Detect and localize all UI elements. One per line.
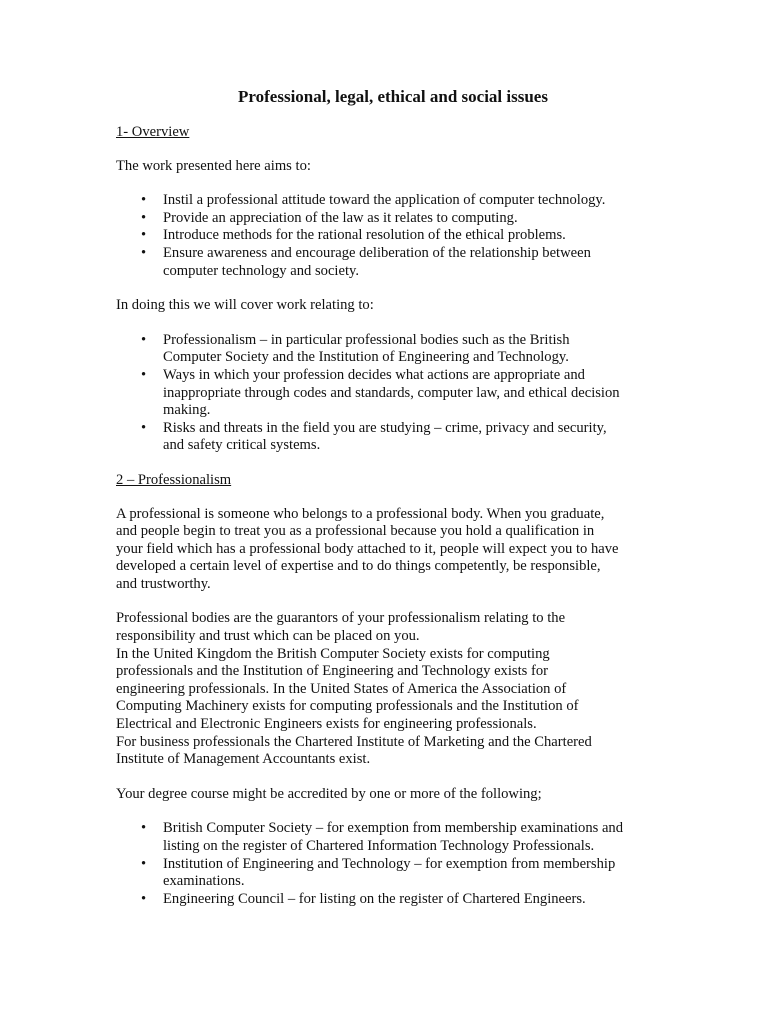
bullet-icon: • — [141, 366, 147, 383]
aims-list — [116, 192, 656, 280]
paragraph-line: In the United Kingdom the British Computer Society exists for computing — [116, 645, 550, 662]
list-item — [116, 856, 656, 891]
list-item-line: Institution of Engineering and Technology – for exemption from membership — [163, 855, 616, 872]
list-item — [116, 367, 656, 420]
paragraph-line: developed a certain level of expertise and to do things competently, be responsible, — [116, 558, 601, 575]
list-item-line: Professionalism – in particular professional bodies such as the British — [163, 331, 570, 348]
list-item-line: Ways in which your profession decides what actions are appropriate and — [163, 366, 585, 383]
list-item — [116, 420, 656, 455]
list-item-line: and safety critical systems. — [163, 437, 321, 454]
list-item-line: examinations. — [163, 873, 245, 890]
professional-bodies-paragraph — [116, 610, 656, 768]
list-item-line: making. — [163, 402, 211, 419]
bullet-icon: • — [141, 855, 147, 872]
list-item — [116, 227, 656, 245]
professional-definition-paragraph — [116, 506, 656, 594]
bullet-icon: • — [141, 419, 147, 436]
bullet-icon: • — [141, 227, 147, 244]
paragraph-line: your field which has a professional body attached to it, people will expect you to have — [116, 540, 619, 557]
list-item-line: Ensure awareness and encourage deliberation of the relationship between — [163, 244, 591, 261]
list-item-line: Computer Society and the Institution of Engineering and Technology. — [163, 349, 569, 366]
list-item-line: computer technology and society. — [163, 262, 360, 279]
bullet-icon: • — [141, 209, 147, 226]
bullet-icon: • — [141, 890, 147, 907]
list-item — [116, 210, 656, 228]
paragraph-line: A professional is someone who belongs to a professional body. When you graduate, — [116, 505, 605, 522]
paragraph-line: and trustworthy. — [116, 575, 211, 592]
list-item — [116, 891, 656, 909]
paragraph-line: professionals and the Institution of Engineering and Technology exists for — [116, 663, 548, 680]
list-item-line: listing on the register of Chartered Information Technology Professionals. — [163, 838, 595, 854]
bullet-icon: • — [141, 820, 147, 837]
list-item-line: Introduce methods for the rational resolution of the ethical problems. — [163, 227, 566, 244]
list-item — [116, 820, 656, 855]
list-item — [116, 332, 656, 367]
paragraph-line: responsibility and trust which can be placed on you. — [116, 628, 420, 645]
document-title: Professional, legal, ethical and social issues — [238, 87, 548, 106]
list-item-line: Provide an appreciation of the law as it relates to computing. — [163, 209, 518, 226]
accreditation-list — [116, 820, 656, 908]
cover-intro: In doing this we will cover work relating to: — [116, 297, 374, 314]
document-page — [116, 86, 656, 925]
paragraph-line: Computing Machinery exists for computing professionals and the Institution of — [116, 698, 579, 715]
bullet-icon: • — [141, 331, 147, 348]
cover-list — [116, 332, 656, 455]
accreditation-intro: Your degree course might be accredited by one or more of the following; — [116, 785, 542, 802]
paragraph-line: engineering professionals. In the United States of America the Association of — [116, 680, 567, 697]
bullet-icon: • — [141, 192, 147, 209]
paragraph-line: Electrical and Electronic Engineers exists for engineering professionals. — [116, 716, 537, 733]
section-heading-overview: 1- Overview — [116, 124, 190, 140]
list-item-line: inappropriate through codes and standards, computer law, and ethical decision — [163, 384, 620, 401]
list-item-line: Instil a professional attitude toward the application of computer technology. — [163, 192, 606, 209]
overview-intro: The work presented here aims to: — [116, 157, 311, 174]
list-item-line: British Computer Society – for exemption from membership examinations and — [163, 820, 624, 837]
bullet-icon: • — [141, 244, 147, 261]
list-item-line: Risks and threats in the field you are studying – crime, privacy and security, — [163, 419, 607, 436]
list-item — [116, 192, 656, 210]
section-heading-professionalism: 2 – Professionalism — [116, 471, 232, 488]
paragraph-line: For business professionals the Chartered Institute of Marketing and the Chartered — [116, 733, 592, 750]
list-item — [116, 245, 656, 280]
paragraph-line: Institute of Management Accountants exist. — [116, 751, 371, 768]
paragraph-line: Professional bodies are the guarantors of your professionalism relating to the — [116, 610, 566, 627]
list-item-line: Engineering Council – for listing on the register of Chartered Engineers. — [163, 890, 586, 907]
paragraph-line: and people begin to treat you as a professional because you hold a qualification in — [116, 523, 595, 540]
